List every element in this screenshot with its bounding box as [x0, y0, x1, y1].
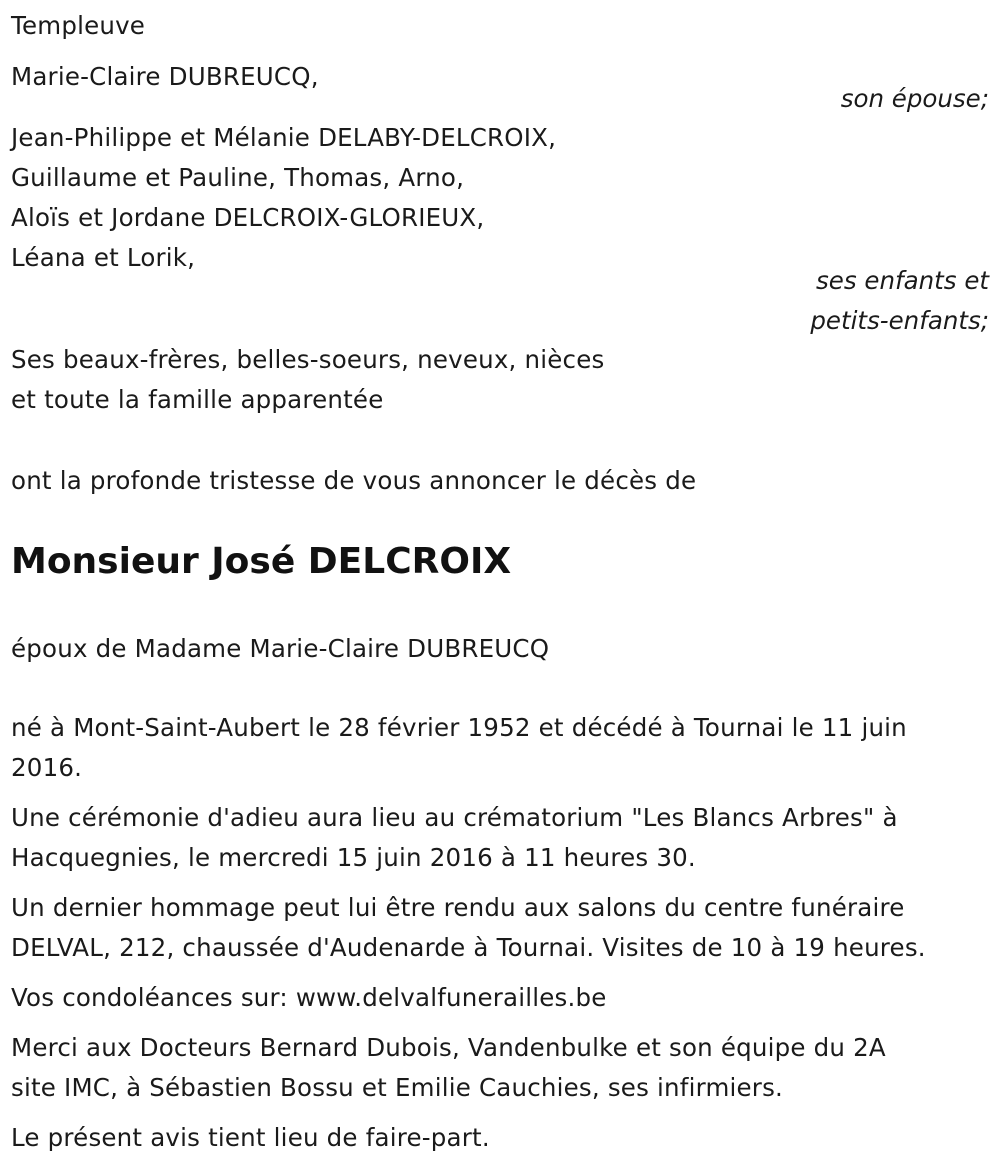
spouse-relation: son épouse; — [840, 84, 989, 113]
tribute-line-2: DELVAL, 212, chaussée d'Audenarde à Tournai. Visites de 10 à 19 heures. — [11, 933, 926, 962]
birth-death-line-2: 2016. — [11, 753, 83, 782]
thanks-line-2: site IMC, à Sébastien Bossu et Emilie Cauchies, ses infirmiers. — [11, 1073, 784, 1102]
spouse-of-line: époux de Madame Marie-Claire DUBREUCQ — [11, 634, 550, 663]
ceremony-line-1: Une cérémonie d'adieu aura lieu au crématorium "Les Blancs Arbres" à — [11, 803, 898, 832]
ceremony-line-2: Hacquegnies, le mercredi 15 juin 2016 à 11 heures 30. — [11, 843, 696, 872]
children-relation-2: petits-enfants; — [810, 306, 989, 335]
children-line-4: Léana et Lorik, — [11, 243, 196, 272]
notice-line: Le présent avis tient lieu de faire-part. — [11, 1123, 490, 1152]
thanks-line-1: Merci aux Docteurs Bernard Dubois, Vandenbulke et son équipe du 2A — [11, 1033, 886, 1062]
condolences-line: Vos condoléances sur: www.delvalfunerailles.be — [11, 983, 607, 1012]
announcement-text: ont la profonde tristesse de vous annoncer le décès de — [11, 466, 697, 495]
relatives-line-2: et toute la famille apparentée — [11, 385, 384, 414]
spouse-name: Marie-Claire DUBREUCQ, — [11, 62, 319, 91]
children-line-1: Jean-Philippe et Mélanie DELABY-DELCROIX, — [11, 123, 557, 152]
children-line-2: Guillaume et Pauline, Thomas, Arno, — [11, 163, 465, 192]
tribute-line-1: Un dernier hommage peut lui être rendu aux salons du centre funéraire — [11, 893, 905, 922]
deceased-name: Monsieur José DELCROIX — [11, 541, 512, 582]
relatives-line-1: Ses beaux-frères, belles-soeurs, neveux, nièces — [11, 345, 605, 374]
birth-death-line-1: né à Mont-Saint-Aubert le 28 février 1952 et décédé à Tournai le 11 juin — [11, 713, 907, 742]
city-heading: Templeuve — [11, 11, 146, 40]
children-line-3: Aloïs et Jordane DELCROIX-GLORIEUX, — [11, 203, 485, 232]
children-relation-1: ses enfants et — [816, 266, 989, 295]
